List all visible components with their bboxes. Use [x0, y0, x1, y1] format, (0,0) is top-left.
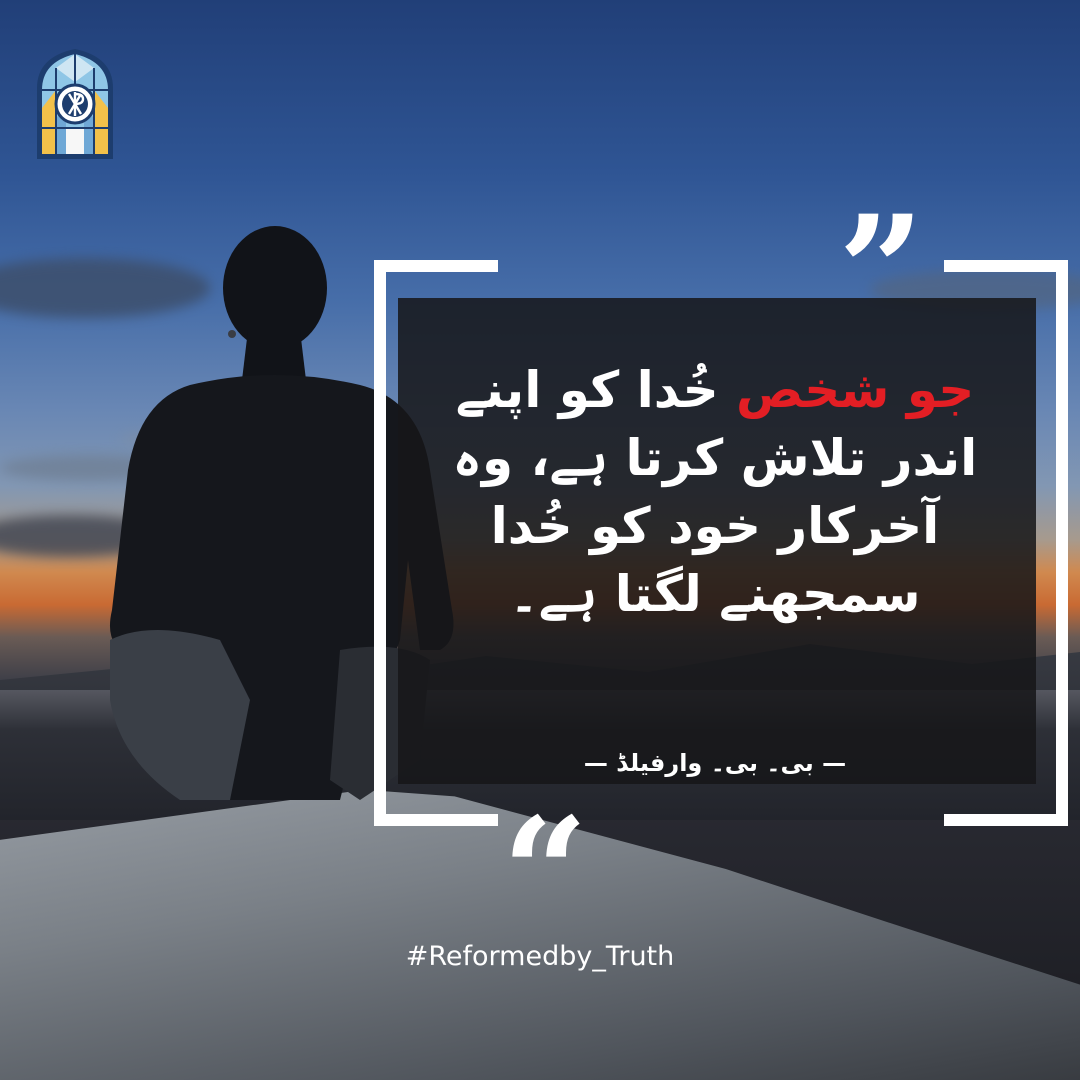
quote-line-3: آخرکار خود کو خُدا	[490, 497, 940, 555]
left-bracket-top	[374, 260, 498, 272]
right-bracket-bottom	[944, 814, 1068, 826]
hashtag-label: #Reformedby_Truth	[405, 941, 675, 972]
quote-accent-text: جو شخص	[736, 361, 975, 419]
quote-text	[410, 356, 1020, 628]
quote-author: — بی۔ بی۔ وارفیلڈ —	[583, 749, 847, 777]
quote-line-1-rest: خُدا کو اپنے	[455, 361, 737, 419]
quote-line-1	[410, 356, 1020, 424]
quote-line-2: اندر تلاش کرتا ہے، وہ	[452, 429, 978, 487]
left-bracket-side	[374, 260, 386, 826]
left-bracket-bottom	[374, 814, 498, 826]
stained-glass-logo-icon	[36, 48, 114, 160]
right-bracket-side	[1056, 260, 1068, 826]
opening-quote-mark-icon: “	[502, 785, 589, 961]
closing-quote-mark-icon: ”	[838, 183, 925, 359]
quote-line-4: سمجھنے لگتا ہے۔	[509, 565, 921, 623]
right-bracket-top	[944, 260, 1068, 272]
